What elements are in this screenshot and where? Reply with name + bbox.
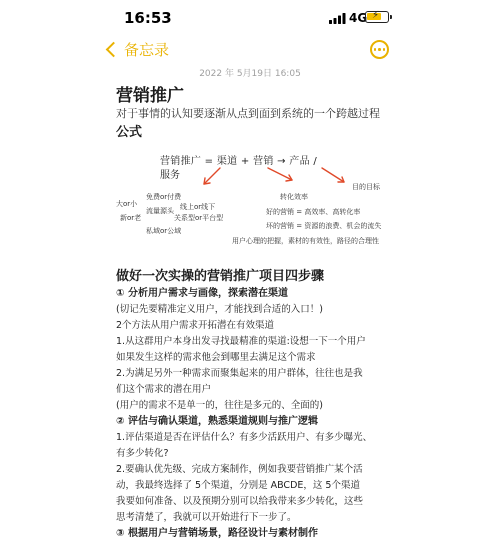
step-heading: ① 分析用户需求与画像，探索潜在渠道 <box>116 288 288 299</box>
status-bar <box>0 0 500 36</box>
note-line: 我要如何准备、以及预期分别可以给我带来多少转化，这些 <box>116 496 364 507</box>
step-heading: ③ 根据用户与营销场景，路径设计与素材制作 <box>116 528 318 539</box>
network-type: 4G <box>349 11 368 25</box>
note-line: (用户的需求不是单一的，往往是多元的、全面的) <box>116 400 323 411</box>
note-subtitle[interactable]: 对于事情的认知要逐渐从点到面到系统的一个跨越过程 <box>116 107 380 120</box>
note-line: 如果发生这样的需求他会到哪里去满足这个需求 <box>116 352 316 363</box>
battery-icon <box>365 11 389 23</box>
note-line: 动，我最终选择了 5个渠道，分别是 ABCDE，这 5个渠道 <box>116 480 360 491</box>
marketing-item: 转化效率 <box>280 193 308 201</box>
note-line: 1.从这群用户本身出发寻找最精准的渠道:设想一下一个用户 <box>116 336 366 347</box>
marketing-item: 好的营销 = 高效率、高转化率 <box>266 208 361 216</box>
channel-item: 线上or线下 <box>180 203 216 211</box>
note-line: 2.要确认优先级、完成方案制作，例如我要营销推广某个活 <box>116 464 363 475</box>
nav-bar <box>0 36 500 66</box>
product-item: 目的目标 <box>352 183 380 191</box>
channel-item: 大or小 <box>116 200 138 208</box>
formula-line-1: 营销推广 = 渠道 + 营销 → 产品 / <box>160 156 318 167</box>
note-date: 2022 年 5月19日 16:05 <box>199 69 301 79</box>
note-line: 们这个需求的潜在用户 <box>116 384 212 395</box>
note-line: 2.为满足另外一种需求而聚集起来的用户群体，往往也是我 <box>116 368 363 379</box>
chevron-left-icon <box>106 42 122 58</box>
note-line: 2个方法从用户需求开拓潜在有效渠道 <box>116 320 275 331</box>
back-button[interactable] <box>104 39 169 60</box>
marketing-item: 坏的营销 = 资源的浪费、机会的流失 <box>266 222 382 230</box>
channel-item: 新or老 <box>120 214 142 222</box>
note-line: 有多少转化? <box>116 448 169 459</box>
more-options-icon[interactable] <box>370 40 389 59</box>
note-line: 思考清楚了，我就可以开始进行下一步了。 <box>116 512 297 523</box>
section-label[interactable]: 公式 <box>116 125 143 140</box>
back-label: 备忘录 <box>124 41 170 59</box>
channel-item: 关系型or平台型 <box>174 214 224 222</box>
marketing-item: 用户心理的把握，素材的有效性，路径的合理性 <box>232 237 379 245</box>
cellular-signal-icon <box>329 13 346 24</box>
channel-item: 私域or公域 <box>146 227 182 235</box>
status-time: 16:53 <box>124 9 172 27</box>
note-body[interactable] <box>116 286 388 542</box>
charging-bolt-icon: ⚡ <box>372 10 380 21</box>
formula-line-2: 服务 <box>160 170 180 181</box>
note-title[interactable]: 营销推广 <box>116 86 184 106</box>
note-line: 1.评估渠道是否在评估什么？有多少活跃用户、有多少曝光、 <box>116 432 373 443</box>
channel-item: 免费or付费 <box>146 193 182 201</box>
step-heading: ② 评估与确认渠道，熟悉渠道规则与推广逻辑 <box>116 416 318 427</box>
channel-item: 流量源头 <box>146 207 174 215</box>
note-line: (切记先要精准定义用户，才能找到合适的入口！) <box>116 304 323 315</box>
steps-heading[interactable]: 做好一次实操的营销推广项目四步骤 <box>116 269 325 284</box>
handwritten-diagram <box>112 148 392 258</box>
